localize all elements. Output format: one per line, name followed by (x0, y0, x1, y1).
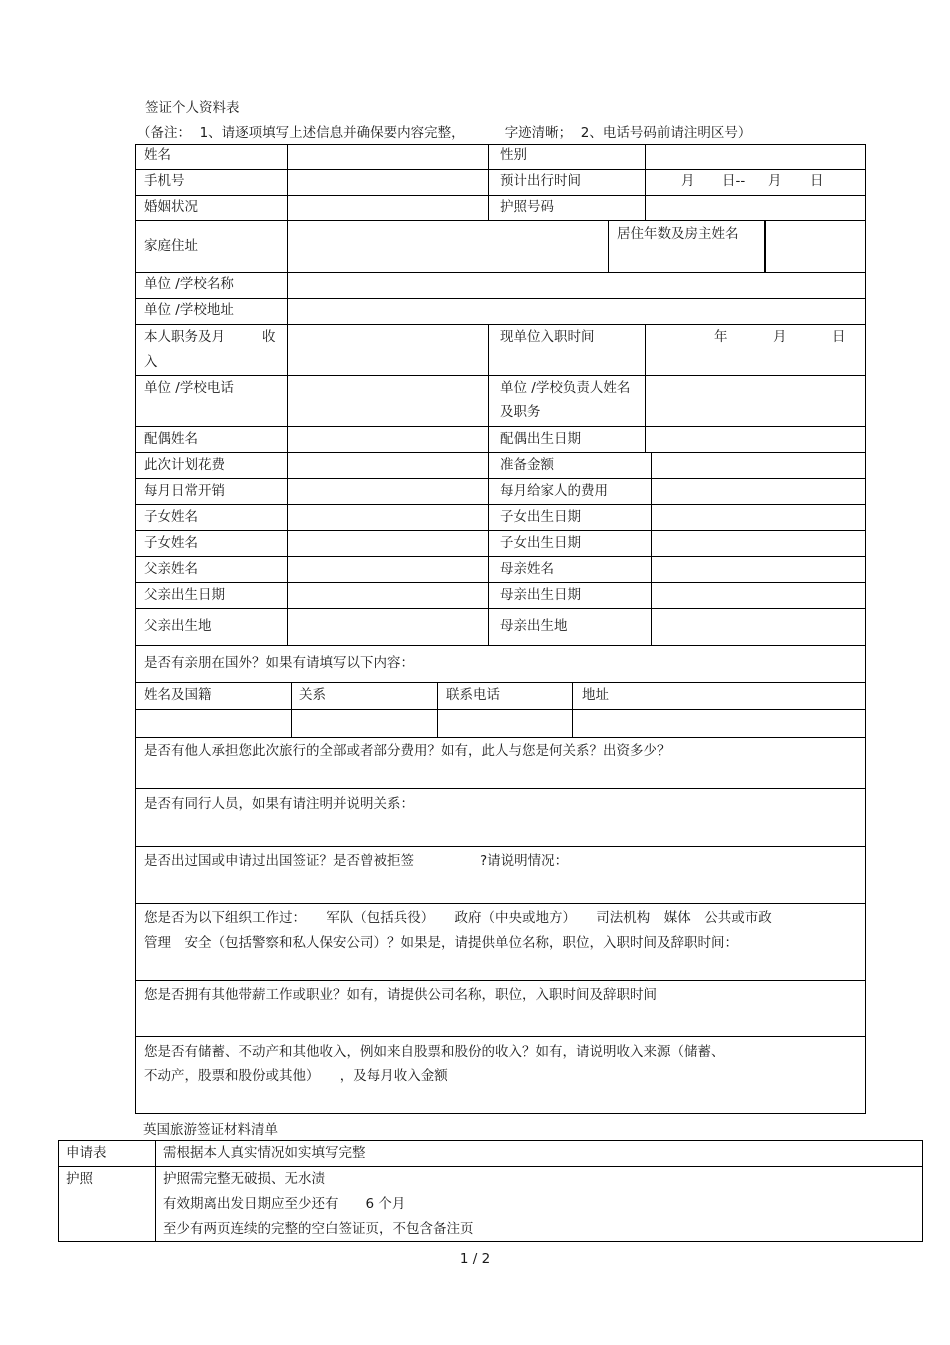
mother-birth-label: 母亲出生日期 (500, 587, 581, 603)
position-income-label-2: 收 (262, 329, 276, 345)
visa-history-question-1: 是否出过国或申请过出国签证？是否曾被拒签 (144, 853, 414, 869)
rel-col-phone: 联系电话 (446, 687, 500, 703)
residence-years-label: 居住年数及房主姓名 (617, 226, 739, 242)
position-income-label-1: 本人职务及月 (144, 329, 225, 345)
companion-question: 是否有同行人员，如果有请注明并说明关系： (144, 796, 414, 812)
travel-month-1: 月 (681, 173, 695, 189)
father-birth-label: 父亲出生日期 (144, 587, 225, 603)
travel-day-1: 日-- (722, 173, 746, 189)
join-year: 年 (714, 329, 728, 345)
mobile-label: 手机号 (144, 173, 185, 189)
child-birth-label-1: 子女出生日期 (500, 509, 581, 525)
checklist-row-line: 至少有两页连续的完整的空白签证页，不包含备注页 (163, 1221, 474, 1237)
father-birthplace-label: 父亲出生地 (144, 618, 212, 634)
home-address-label: 家庭住址 (144, 238, 198, 254)
checklist-row-line: 需根据本人真实情况如实填写完整 (163, 1145, 366, 1161)
income-question-line-1: 您是否有储蓄、不动产和其他收入，例如来自股票和股份的收入？如有，请说明收入来源（储蓄、 (144, 1044, 725, 1060)
checklist-row-label: 护照 (66, 1171, 93, 1187)
join-month: 月 (773, 329, 787, 345)
join-day: 日 (832, 329, 846, 345)
employer-name-label: 单位 /学校名称 (144, 276, 234, 292)
organization-question-line-1: 您是否为以下组织工作过： 军队（包括兵役） 政府（中央或地方） 司法机构 媒体 公共或市政 (144, 910, 772, 926)
employer-phone-label: 单位 /学校电话 (144, 380, 234, 396)
spouse-name-label: 配偶姓名 (144, 431, 198, 447)
spouse-birth-label: 配偶出生日期 (500, 431, 581, 447)
checklist-title: 英国旅游签证材料清单 (143, 1122, 278, 1138)
marital-label: 婚姻状况 (144, 199, 198, 215)
mother-birthplace-label: 母亲出生地 (500, 618, 568, 634)
prepared-funds-label: 准备金额 (500, 457, 554, 473)
position-income-label-3: 入 (144, 354, 158, 370)
name-label: 姓名 (144, 147, 171, 163)
form-note (137, 121, 751, 141)
employer-head-label: 单位 /学校负责人姓名及职务 (500, 380, 631, 420)
checklist-row-line: 有效期离出发日期应至少还有 6 个月 (163, 1196, 406, 1212)
rel-col-address: 地址 (582, 687, 609, 703)
note-part-4: 2、电话号码前请注明区号） (580, 125, 752, 141)
trip-cost-label: 此次计划花费 (144, 457, 225, 473)
child-birth-label-2: 子女出生日期 (500, 535, 581, 551)
passport-no-label: 护照号码 (500, 199, 554, 215)
checklist-row-line: 护照需完整无破损、无水渍 (163, 1171, 325, 1187)
organization-question-line-2: 管理 安全（包括警察和私人保安公司）？如果是，请提供单位名称，职位，入职时间及辞职时间： (144, 935, 738, 951)
paid-work-question: 您是否拥有其他带薪工作或职业？如有，请提供公司名称，职位，入职时间及辞职时间 (144, 987, 657, 1003)
note-part-3: 字迹清晰； (504, 125, 573, 141)
travel-month-2: 月 (768, 173, 782, 189)
mother-name-label: 母亲姓名 (500, 561, 554, 577)
page-number: 1 / 2 (459, 1251, 491, 1267)
travel-day-2: 日 (810, 173, 824, 189)
join-date-label: 现单位入职时间 (500, 329, 595, 345)
father-name-label: 父亲姓名 (144, 561, 198, 577)
note-part-2: 1、请逐项填写上述信息并确保要内容完整， (199, 125, 465, 141)
monthly-expense-label: 每月日常开销 (144, 483, 225, 499)
child-name-label-2: 子女姓名 (144, 535, 198, 551)
rel-col-name: 姓名及国籍 (144, 687, 212, 703)
page-title: 签证个人资料表 (145, 100, 240, 116)
income-question-line-2: 不动产，股票和股份或其他） ，及每月收入金额 (144, 1068, 448, 1084)
note-part-1: （备注： (137, 125, 191, 141)
visa-history-question-2: ?请说明情况： (480, 853, 569, 869)
checklist-row-label: 申请表 (66, 1145, 107, 1161)
employer-address-label: 单位 /学校地址 (144, 302, 234, 318)
gender-label: 性别 (500, 147, 527, 163)
family-expense-label: 每月给家人的费用 (500, 483, 608, 499)
travel-time-label: 预计出行时间 (500, 173, 581, 189)
rel-col-relation: 关系 (299, 687, 326, 703)
relatives-abroad-question: 是否有亲朋在国外？如果有请填写以下内容： (144, 655, 414, 671)
child-name-label-1: 子女姓名 (144, 509, 198, 525)
sponsor-question: 是否有他人承担您此次旅行的全部或者部分费用？如有，此人与您是何关系？出资多少？ (144, 743, 671, 759)
